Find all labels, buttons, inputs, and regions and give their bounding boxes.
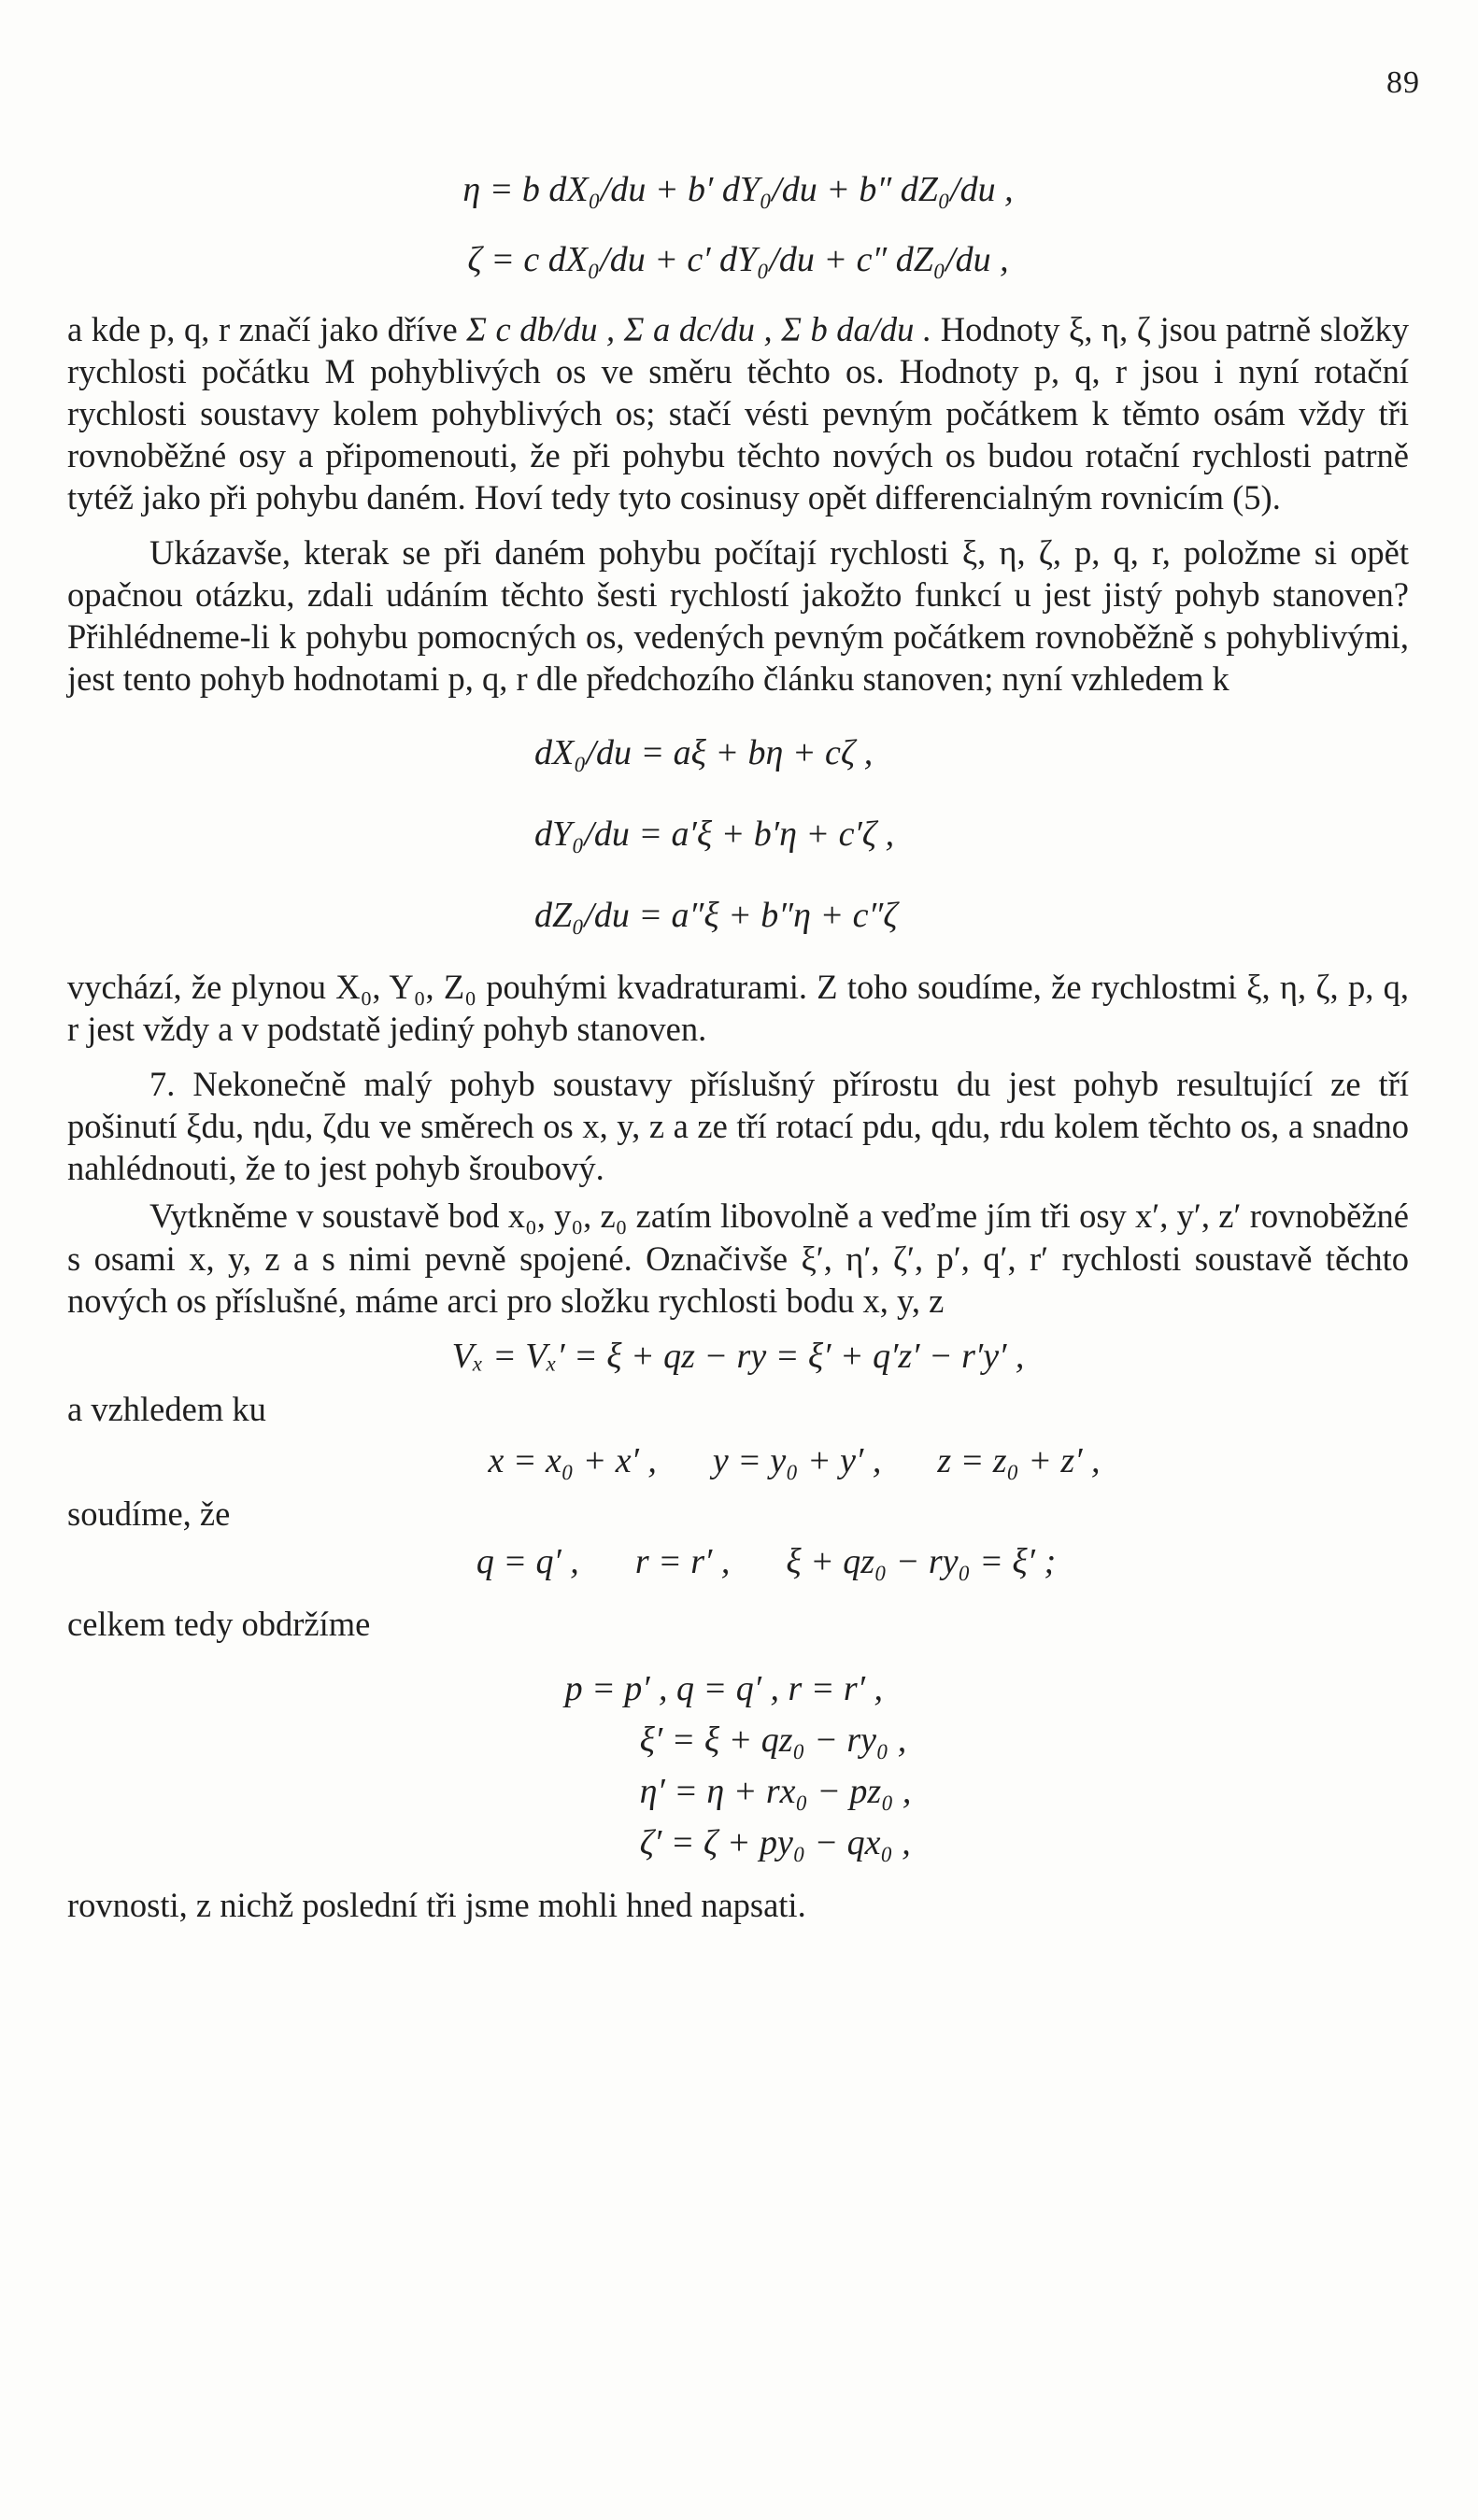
equation-dy0: dY₀/du = a′ξ + b′η + c′ζ , bbox=[534, 814, 895, 855]
equation-zeta: ζ = c dX₀/du + c′ dY₀/du + c″ dZ₀/du , bbox=[467, 239, 1009, 279]
equation-system-block bbox=[565, 1663, 912, 1869]
paragraph-1-rest: Hodnoty ξ, η, ζ jsou patrně složky rychlosti počátku M pohyblivých os ve směru těchto os. Hodnoty p, q, r jsou i nyní rotační rychlosti soustavy kolem pohyblivých os; stačí vésti pevným počátkem k těmto osám vždy tři rovnoběžné osy a připomenouti, že při pohybu těchto nových os budou rotační rychlosti patrně tytéž jako při pohybu daném. Hoví tedy tyto cosinusy opět differencialným rovnicím (5). bbox=[67, 309, 1409, 517]
equation-relations bbox=[123, 1540, 1409, 1584]
equation-system bbox=[67, 1663, 1409, 1869]
paragraph-4: 7. Nekonečně malý pohyb soustavy příslušný přírostu du jest pohyb resultující ze tří pošinutí ξdu, ηdu, ζdu ve směrech os x, y, z a ze tří rotací pdu, qdu, rdu kolem těchto os, a snadno nahlédnouti, že to jest pohyb šroubový. bbox=[67, 1065, 1409, 1188]
label-celkem: celkem tedy obdržíme bbox=[67, 1604, 371, 1643]
equation-coordinates bbox=[179, 1439, 1409, 1483]
label-soudime: soudíme, že bbox=[67, 1494, 231, 1533]
equation-eta: η = b dX₀/du + b′ dY₀/du + b″ dZ₀/du , bbox=[462, 170, 1014, 209]
equation-r: r = r′ , bbox=[634, 1541, 731, 1581]
paragraph-2: Ukázavše, kterak se při daném pohybu počítají rychlosti ξ, η, ζ, p, q, r, položme si opět opačnou otázku, zdali udáním těchto šesti rychlostí jakožto funkcí u jest jistý pohyb stanoven? Přihlédneme-li k pohybu pomocných os, vedených pevným počátkem rovnoběžně s pohyblivými, jest tento pohyb hodnotami p, q, r dle předchozího článku stanoven; nyní vzhledem k bbox=[67, 533, 1409, 699]
equation-z: z = z₀ + z′ , bbox=[937, 1440, 1101, 1480]
paragraph-last: rovnosti, z nichž poslední tři jsme mohli hned napsati. bbox=[67, 1886, 806, 1924]
equation-y: y = y₀ + y′ , bbox=[712, 1440, 882, 1480]
equation-x: x = x₀ + x′ , bbox=[488, 1440, 657, 1480]
equation-dz0: dZ₀/du = a″ξ + b″η + c″ζ bbox=[534, 896, 898, 936]
paragraph-5: Vytkněme v soustavě bod x₀, y₀, z₀ zatím libovolně a veďme jím tři osy x′, y′, z′ rovnoběžné s osami x, y, z a s nimi pevně spojené. Označivše ξ′, η′, ζ′, p′, q′, r′ rychlosti soustavě těchto nových os příslušné, máme arci pro složku rychlosti bodu x, y, z bbox=[67, 1196, 1409, 1320]
paragraph-1-sums: Σ c db/du , Σ a dc/du , Σ b da/du . bbox=[466, 309, 932, 348]
label-vzhledem: a vzhledem ku bbox=[67, 1389, 266, 1428]
page-number: 89 bbox=[1386, 65, 1420, 100]
equation-xi-prime: ξ′ = ξ + qz₀ − ry₀ , bbox=[639, 1720, 907, 1760]
paragraph-1 bbox=[67, 308, 1409, 518]
equation-vx: Vₓ = Vₓ′ = ξ + qz − ry = ξ′ + q′z′ − r′y′ , bbox=[451, 1336, 1025, 1376]
equation-pqr: p = p′ , q = q′ , r = r′ , bbox=[564, 1668, 884, 1708]
equation-dx0: dX₀/du = aξ + bη + cζ , bbox=[534, 733, 874, 773]
paragraph-1-prefix: a kde p, q, r značí jako dříve bbox=[67, 309, 458, 348]
equation-eta-prime: η′ = η + rx₀ − pz₀ , bbox=[639, 1771, 912, 1811]
equation-zeta-prime: ζ′ = ζ + py₀ − qx₀ , bbox=[639, 1822, 911, 1862]
paragraph-3: vychází, že plynou X₀, Y₀, Z₀ pouhými kvadraturami. Z toho soudíme, že rychlostmi ξ, η, ζ, p, q, r jest vždy a v podstatě jediný pohyb stanoven. bbox=[67, 968, 1409, 1049]
equation-q: q = q′ , bbox=[476, 1541, 579, 1581]
equation-xi: ξ + qz₀ − ry₀ = ξ′ ; bbox=[786, 1541, 1057, 1581]
page-content bbox=[67, 168, 1409, 1926]
